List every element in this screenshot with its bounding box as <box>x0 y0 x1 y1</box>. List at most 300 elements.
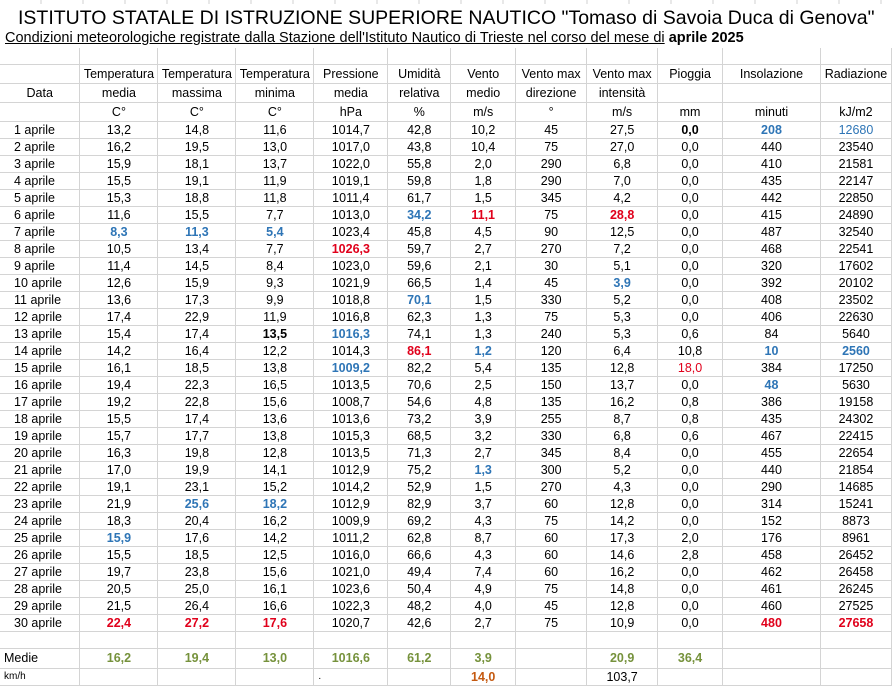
data-cell[interactable]: 3,9 <box>587 275 658 292</box>
data-cell[interactable]: 4,3 <box>587 479 658 496</box>
data-cell[interactable]: 14,6 <box>587 547 658 564</box>
data-cell[interactable]: 26458 <box>820 564 891 581</box>
date-cell[interactable]: 17 aprile <box>0 394 80 411</box>
data-cell[interactable]: 42,8 <box>388 122 451 139</box>
data-cell[interactable]: 27,0 <box>587 139 658 156</box>
empty-cell[interactable] <box>820 669 891 686</box>
data-cell[interactable]: 152 <box>723 513 821 530</box>
date-cell[interactable]: 9 aprile <box>0 258 80 275</box>
date-cell[interactable]: 20 aprile <box>0 445 80 462</box>
date-cell[interactable]: 2 aprile <box>0 139 80 156</box>
data-cell[interactable]: 18,8 <box>158 190 236 207</box>
data-cell[interactable]: 9,3 <box>236 275 314 292</box>
data-cell[interactable]: 8,3 <box>80 224 158 241</box>
kmh-label[interactable]: km/h <box>0 669 80 686</box>
data-cell[interactable]: 23,8 <box>158 564 236 581</box>
data-cell[interactable]: 5,4 <box>451 360 516 377</box>
data-cell[interactable]: 4,3 <box>451 547 516 564</box>
data-cell[interactable]: 1026,3 <box>314 241 388 258</box>
data-cell[interactable]: 26245 <box>820 581 891 598</box>
date-cell[interactable]: 13 aprile <box>0 326 80 343</box>
data-cell[interactable]: 1,5 <box>451 190 516 207</box>
data-cell[interactable]: 7,2 <box>587 241 658 258</box>
data-cell[interactable]: 4,9 <box>451 581 516 598</box>
data-cell[interactable]: 17,4 <box>80 309 158 326</box>
data-cell[interactable]: 16,1 <box>80 360 158 377</box>
data-cell[interactable]: 6,8 <box>587 428 658 445</box>
empty-cell[interactable] <box>451 632 516 649</box>
data-cell[interactable]: 48,2 <box>388 598 451 615</box>
data-cell[interactable]: 14,8 <box>158 122 236 139</box>
data-cell[interactable]: 2,7 <box>451 615 516 632</box>
data-cell[interactable]: 12,6 <box>80 275 158 292</box>
data-cell[interactable]: 59,8 <box>388 173 451 190</box>
data-cell[interactable]: 12,8 <box>587 496 658 513</box>
data-cell[interactable]: 0,0 <box>658 564 723 581</box>
data-cell[interactable]: 0,6 <box>658 428 723 445</box>
data-cell[interactable]: 8,4 <box>236 258 314 275</box>
data-cell[interactable]: 19,5 <box>158 139 236 156</box>
data-cell[interactable]: 21,9 <box>80 496 158 513</box>
data-cell[interactable]: 1,3 <box>451 326 516 343</box>
data-cell[interactable]: 0,0 <box>658 615 723 632</box>
data-cell[interactable]: 10,4 <box>451 139 516 156</box>
header-cell[interactable]: intensità <box>587 84 658 103</box>
data-cell[interactable]: 5,2 <box>587 462 658 479</box>
data-cell[interactable]: 16,2 <box>236 513 314 530</box>
data-cell[interactable]: 0,8 <box>658 411 723 428</box>
wind-max-kmh-cell[interactable]: 103,7 <box>587 669 658 686</box>
data-cell[interactable]: 30 <box>516 258 587 275</box>
empty-cell[interactable] <box>587 48 658 65</box>
data-cell[interactable]: 13,8 <box>236 360 314 377</box>
data-cell[interactable]: 18,3 <box>80 513 158 530</box>
data-cell[interactable]: 6,4 <box>587 343 658 360</box>
data-cell[interactable]: 16,1 <box>236 581 314 598</box>
empty-cell[interactable] <box>236 669 314 686</box>
data-cell[interactable]: 1022,0 <box>314 156 388 173</box>
data-cell[interactable]: 176 <box>723 530 821 547</box>
data-cell[interactable]: 14,1 <box>236 462 314 479</box>
average-cell[interactable]: 1016,6 <box>314 649 388 669</box>
data-cell[interactable]: 69,2 <box>388 513 451 530</box>
data-cell[interactable]: 455 <box>723 445 821 462</box>
data-cell[interactable]: 24890 <box>820 207 891 224</box>
header-cell[interactable]: Vento max <box>516 65 587 84</box>
data-cell[interactable]: 48 <box>723 377 821 394</box>
data-cell[interactable]: 15,5 <box>80 173 158 190</box>
average-cell[interactable]: 36,4 <box>658 649 723 669</box>
data-cell[interactable]: 12,8 <box>587 360 658 377</box>
date-cell[interactable]: 3 aprile <box>0 156 80 173</box>
data-cell[interactable]: 0,0 <box>658 241 723 258</box>
data-cell[interactable]: 0,0 <box>658 275 723 292</box>
data-cell[interactable]: 462 <box>723 564 821 581</box>
data-cell[interactable]: 18,1 <box>158 156 236 173</box>
data-cell[interactable]: 27525 <box>820 598 891 615</box>
data-cell[interactable]: 70,1 <box>388 292 451 309</box>
header-cell[interactable]: ° <box>516 103 587 122</box>
data-cell[interactable]: 1016,0 <box>314 547 388 564</box>
data-cell[interactable]: 330 <box>516 292 587 309</box>
date-cell[interactable]: 21 aprile <box>0 462 80 479</box>
data-cell[interactable]: 4,2 <box>587 190 658 207</box>
data-cell[interactable]: 4,8 <box>451 394 516 411</box>
data-cell[interactable]: 435 <box>723 411 821 428</box>
header-cell[interactable] <box>723 84 821 103</box>
data-cell[interactable]: 2,0 <box>658 530 723 547</box>
data-cell[interactable]: 13,0 <box>236 139 314 156</box>
data-cell[interactable]: 1014,2 <box>314 479 388 496</box>
data-cell[interactable]: 11,6 <box>236 122 314 139</box>
header-cell[interactable]: mm <box>658 103 723 122</box>
data-cell[interactable]: 0,0 <box>658 122 723 139</box>
header-cell[interactable] <box>820 84 891 103</box>
data-cell[interactable]: 2560 <box>820 343 891 360</box>
data-cell[interactable]: 442 <box>723 190 821 207</box>
data-cell[interactable]: 0,0 <box>658 513 723 530</box>
data-cell[interactable]: 5,3 <box>587 309 658 326</box>
average-cell[interactable] <box>820 649 891 669</box>
data-cell[interactable]: 45 <box>516 598 587 615</box>
date-cell[interactable]: 27 aprile <box>0 564 80 581</box>
data-cell[interactable]: 270 <box>516 241 587 258</box>
data-cell[interactable]: 19,7 <box>80 564 158 581</box>
data-cell[interactable]: 1023,6 <box>314 581 388 598</box>
data-cell[interactable]: 5,3 <box>587 326 658 343</box>
data-cell[interactable]: 2,7 <box>451 241 516 258</box>
data-cell[interactable]: 62,8 <box>388 530 451 547</box>
data-cell[interactable]: 240 <box>516 326 587 343</box>
data-cell[interactable]: 66,5 <box>388 275 451 292</box>
data-cell[interactable]: 1019,1 <box>314 173 388 190</box>
date-cell[interactable]: 30 aprile <box>0 615 80 632</box>
data-cell[interactable]: 1014,3 <box>314 343 388 360</box>
data-cell[interactable]: 22415 <box>820 428 891 445</box>
data-cell[interactable]: 7,7 <box>236 241 314 258</box>
data-cell[interactable]: 75 <box>516 139 587 156</box>
data-cell[interactable]: 15241 <box>820 496 891 513</box>
data-cell[interactable]: 1022,3 <box>314 598 388 615</box>
data-cell[interactable]: 20,4 <box>158 513 236 530</box>
data-cell[interactable]: 320 <box>723 258 821 275</box>
data-cell[interactable]: 3,9 <box>451 411 516 428</box>
data-cell[interactable]: 23502 <box>820 292 891 309</box>
date-cell[interactable]: 24 aprile <box>0 513 80 530</box>
data-cell[interactable]: 1013,5 <box>314 445 388 462</box>
empty-cell[interactable] <box>723 669 821 686</box>
date-cell[interactable]: 7 aprile <box>0 224 80 241</box>
data-cell[interactable]: 17250 <box>820 360 891 377</box>
empty-cell[interactable] <box>723 48 821 65</box>
data-cell[interactable]: 50,4 <box>388 581 451 598</box>
data-cell[interactable]: 59,7 <box>388 241 451 258</box>
header-cell[interactable]: hPa <box>314 103 388 122</box>
data-cell[interactable]: 32540 <box>820 224 891 241</box>
data-cell[interactable]: 45 <box>516 122 587 139</box>
data-cell[interactable]: 70,6 <box>388 377 451 394</box>
average-cell[interactable]: 3,9 <box>451 649 516 669</box>
date-cell[interactable]: 28 aprile <box>0 581 80 598</box>
data-cell[interactable]: 2,7 <box>451 445 516 462</box>
data-cell[interactable]: 24302 <box>820 411 891 428</box>
data-cell[interactable]: 1,3 <box>451 462 516 479</box>
data-cell[interactable]: 1014,7 <box>314 122 388 139</box>
data-cell[interactable]: 8,7 <box>587 411 658 428</box>
data-cell[interactable]: 15,7 <box>80 428 158 445</box>
data-cell[interactable]: 15,3 <box>80 190 158 207</box>
date-cell[interactable]: 12 aprile <box>0 309 80 326</box>
data-cell[interactable]: 0,0 <box>658 581 723 598</box>
data-cell[interactable]: 17,7 <box>158 428 236 445</box>
data-cell[interactable]: 467 <box>723 428 821 445</box>
data-cell[interactable]: 0,0 <box>658 292 723 309</box>
date-cell[interactable]: 16 aprile <box>0 377 80 394</box>
header-cell[interactable] <box>0 65 80 84</box>
data-cell[interactable]: 55,8 <box>388 156 451 173</box>
data-cell[interactable]: 1021,9 <box>314 275 388 292</box>
data-cell[interactable]: 8961 <box>820 530 891 547</box>
data-cell[interactable]: 461 <box>723 581 821 598</box>
empty-cell[interactable] <box>80 48 158 65</box>
header-cell[interactable]: C° <box>80 103 158 122</box>
data-cell[interactable]: 135 <box>516 394 587 411</box>
empty-cell[interactable] <box>158 48 236 65</box>
date-cell[interactable]: 10 aprile <box>0 275 80 292</box>
averages-label[interactable]: Medie <box>0 649 80 669</box>
header-cell[interactable]: Data <box>0 84 80 103</box>
data-cell[interactable]: 1013,0 <box>314 207 388 224</box>
data-cell[interactable]: 11,9 <box>236 173 314 190</box>
empty-cell[interactable] <box>0 632 80 649</box>
data-cell[interactable]: 17,6 <box>158 530 236 547</box>
data-cell[interactable]: 487 <box>723 224 821 241</box>
data-cell[interactable]: 43,8 <box>388 139 451 156</box>
data-cell[interactable]: 0,0 <box>658 479 723 496</box>
data-cell[interactable]: 23,1 <box>158 479 236 496</box>
data-cell[interactable]: 11,6 <box>80 207 158 224</box>
data-cell[interactable]: 0,0 <box>658 598 723 615</box>
data-cell[interactable]: 8873 <box>820 513 891 530</box>
header-cell[interactable]: % <box>388 103 451 122</box>
header-cell[interactable]: Temperatura <box>80 65 158 84</box>
data-cell[interactable]: 10,5 <box>80 241 158 258</box>
data-cell[interactable]: 60 <box>516 496 587 513</box>
data-cell[interactable]: 13,6 <box>236 411 314 428</box>
data-cell[interactable]: 10,8 <box>658 343 723 360</box>
data-cell[interactable]: 15,5 <box>80 411 158 428</box>
header-cell[interactable]: m/s <box>587 103 658 122</box>
data-cell[interactable]: 290 <box>516 173 587 190</box>
data-cell[interactable]: 255 <box>516 411 587 428</box>
data-cell[interactable]: 1008,7 <box>314 394 388 411</box>
data-cell[interactable]: 59,6 <box>388 258 451 275</box>
data-cell[interactable]: 21854 <box>820 462 891 479</box>
data-cell[interactable]: 13,4 <box>158 241 236 258</box>
data-cell[interactable]: 2,8 <box>658 547 723 564</box>
data-cell[interactable]: 1,8 <box>451 173 516 190</box>
data-cell[interactable]: 15,6 <box>236 394 314 411</box>
data-cell[interactable]: 42,6 <box>388 615 451 632</box>
wind-kmh-cell[interactable]: 14,0 <box>451 669 516 686</box>
data-cell[interactable]: 19,9 <box>158 462 236 479</box>
empty-cell[interactable] <box>388 669 451 686</box>
data-cell[interactable]: 18,2 <box>236 496 314 513</box>
header-cell[interactable] <box>0 103 80 122</box>
data-cell[interactable]: 75 <box>516 581 587 598</box>
data-cell[interactable]: 0,6 <box>658 326 723 343</box>
data-cell[interactable]: 34,2 <box>388 207 451 224</box>
data-cell[interactable]: 13,8 <box>236 428 314 445</box>
data-cell[interactable]: 11,1 <box>451 207 516 224</box>
data-cell[interactable]: 1,5 <box>451 479 516 496</box>
date-cell[interactable]: 11 aprile <box>0 292 80 309</box>
empty-cell[interactable] <box>658 632 723 649</box>
data-cell[interactable]: 460 <box>723 598 821 615</box>
data-cell[interactable]: 18,5 <box>158 547 236 564</box>
data-cell[interactable]: 75 <box>516 309 587 326</box>
data-cell[interactable]: 13,6 <box>80 292 158 309</box>
header-cell[interactable]: medio <box>451 84 516 103</box>
data-cell[interactable]: 1020,7 <box>314 615 388 632</box>
header-cell[interactable]: media <box>80 84 158 103</box>
empty-cell[interactable] <box>820 48 891 65</box>
data-cell[interactable]: 16,6 <box>236 598 314 615</box>
empty-cell[interactable] <box>587 632 658 649</box>
data-cell[interactable]: 406 <box>723 309 821 326</box>
data-cell[interactable]: 11,3 <box>158 224 236 241</box>
data-cell[interactable]: 290 <box>723 479 821 496</box>
data-cell[interactable]: 480 <box>723 615 821 632</box>
data-cell[interactable]: 15,9 <box>158 275 236 292</box>
average-cell[interactable]: 19,4 <box>158 649 236 669</box>
data-cell[interactable]: 1011,4 <box>314 190 388 207</box>
data-cell[interactable]: 15,5 <box>80 547 158 564</box>
empty-cell[interactable] <box>516 48 587 65</box>
data-cell[interactable]: 1016,8 <box>314 309 388 326</box>
data-cell[interactable]: 62,3 <box>388 309 451 326</box>
header-cell[interactable]: direzione <box>516 84 587 103</box>
data-cell[interactable]: 1017,0 <box>314 139 388 156</box>
data-cell[interactable]: 1,4 <box>451 275 516 292</box>
header-cell[interactable]: Radiazione <box>820 65 891 84</box>
data-cell[interactable]: 12,5 <box>236 547 314 564</box>
data-cell[interactable]: 15,5 <box>158 207 236 224</box>
data-cell[interactable]: 54,6 <box>388 394 451 411</box>
data-cell[interactable]: 12,8 <box>587 598 658 615</box>
data-cell[interactable]: 1013,5 <box>314 377 388 394</box>
data-cell[interactable]: 290 <box>516 156 587 173</box>
average-cell[interactable]: 13,0 <box>236 649 314 669</box>
data-cell[interactable]: 52,9 <box>388 479 451 496</box>
data-cell[interactable]: 27658 <box>820 615 891 632</box>
date-cell[interactable]: 8 aprile <box>0 241 80 258</box>
data-cell[interactable]: 17,6 <box>236 615 314 632</box>
data-cell[interactable]: 15,2 <box>236 479 314 496</box>
data-cell[interactable]: 14685 <box>820 479 891 496</box>
data-cell[interactable]: 135 <box>516 360 587 377</box>
data-cell[interactable]: 5,1 <box>587 258 658 275</box>
empty-cell[interactable] <box>451 48 516 65</box>
data-cell[interactable]: 345 <box>516 190 587 207</box>
date-cell[interactable]: 1 aprile <box>0 122 80 139</box>
data-cell[interactable]: 150 <box>516 377 587 394</box>
data-cell[interactable]: 19,1 <box>80 479 158 496</box>
data-cell[interactable]: 1,2 <box>451 343 516 360</box>
empty-cell[interactable] <box>158 669 236 686</box>
data-cell[interactable]: 22630 <box>820 309 891 326</box>
data-cell[interactable]: 1011,2 <box>314 530 388 547</box>
data-cell[interactable]: 13,7 <box>236 156 314 173</box>
data-cell[interactable]: 14,2 <box>80 343 158 360</box>
data-cell[interactable]: 49,4 <box>388 564 451 581</box>
data-cell[interactable]: 19,8 <box>158 445 236 462</box>
data-cell[interactable]: 12,8 <box>236 445 314 462</box>
data-cell[interactable]: 74,1 <box>388 326 451 343</box>
data-cell[interactable]: 26452 <box>820 547 891 564</box>
data-cell[interactable]: 3,2 <box>451 428 516 445</box>
data-cell[interactable]: 1012,9 <box>314 496 388 513</box>
data-cell[interactable]: 1018,8 <box>314 292 388 309</box>
data-cell[interactable]: 1,5 <box>451 292 516 309</box>
data-cell[interactable]: 12,2 <box>236 343 314 360</box>
data-cell[interactable]: 10,9 <box>587 615 658 632</box>
header-cell[interactable]: C° <box>236 103 314 122</box>
data-cell[interactable]: 0,0 <box>658 190 723 207</box>
header-cell[interactable]: C° <box>158 103 236 122</box>
data-cell[interactable]: 5,4 <box>236 224 314 241</box>
data-cell[interactable]: 1012,9 <box>314 462 388 479</box>
data-cell[interactable]: 384 <box>723 360 821 377</box>
data-cell[interactable]: 23540 <box>820 139 891 156</box>
data-cell[interactable]: 22,3 <box>158 377 236 394</box>
data-cell[interactable]: 0,0 <box>658 462 723 479</box>
data-cell[interactable]: 2,1 <box>451 258 516 275</box>
header-cell[interactable]: m/s <box>451 103 516 122</box>
data-cell[interactable]: 17,3 <box>158 292 236 309</box>
header-cell[interactable]: Pioggia <box>658 65 723 84</box>
date-cell[interactable]: 22 aprile <box>0 479 80 496</box>
data-cell[interactable]: 17,4 <box>158 411 236 428</box>
data-cell[interactable]: 0,0 <box>658 207 723 224</box>
header-cell[interactable]: Temperatura <box>236 65 314 84</box>
data-cell[interactable]: 392 <box>723 275 821 292</box>
data-cell[interactable]: 22147 <box>820 173 891 190</box>
data-cell[interactable]: 13,7 <box>587 377 658 394</box>
data-cell[interactable]: 0,0 <box>658 139 723 156</box>
data-cell[interactable]: 7,4 <box>451 564 516 581</box>
data-cell[interactable]: 1013,6 <box>314 411 388 428</box>
empty-cell[interactable] <box>158 632 236 649</box>
data-cell[interactable]: 7,7 <box>236 207 314 224</box>
empty-cell[interactable] <box>314 48 388 65</box>
empty-cell[interactable] <box>723 632 821 649</box>
data-cell[interactable]: 71,3 <box>388 445 451 462</box>
data-cell[interactable]: 330 <box>516 428 587 445</box>
data-cell[interactable]: 386 <box>723 394 821 411</box>
data-cell[interactable]: 5630 <box>820 377 891 394</box>
data-cell[interactable]: 45,8 <box>388 224 451 241</box>
data-cell[interactable]: 440 <box>723 139 821 156</box>
data-cell[interactable]: 0,0 <box>658 156 723 173</box>
data-cell[interactable]: 15,4 <box>80 326 158 343</box>
data-cell[interactable]: 15,6 <box>236 564 314 581</box>
header-cell[interactable]: relativa <box>388 84 451 103</box>
data-cell[interactable]: 415 <box>723 207 821 224</box>
data-cell[interactable]: 90 <box>516 224 587 241</box>
data-cell[interactable]: 0,0 <box>658 224 723 241</box>
dot-cell[interactable]: . <box>314 669 388 686</box>
